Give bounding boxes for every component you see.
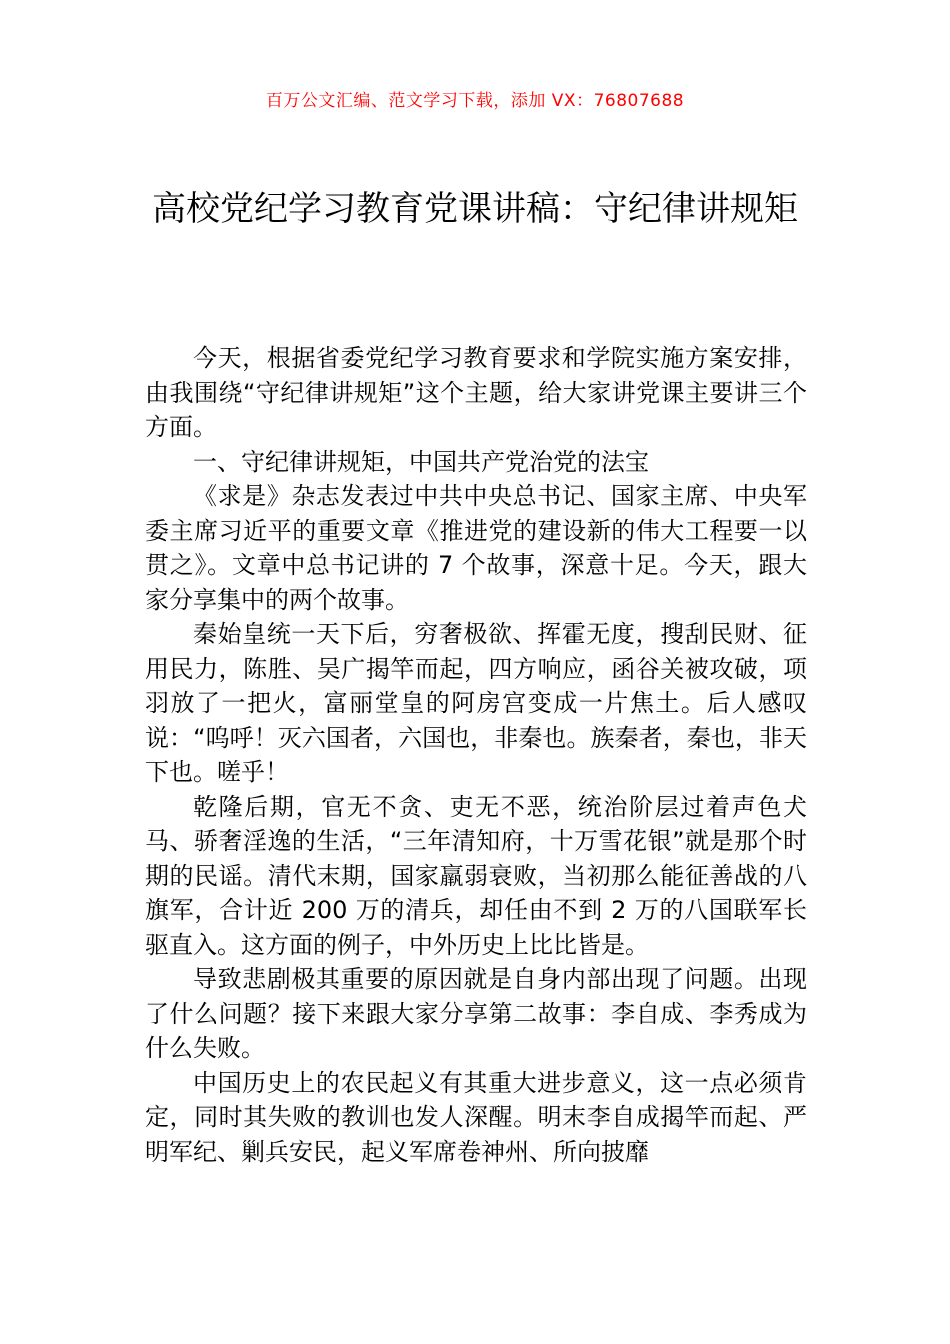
header-note: 百万公文汇编、范文学习下载，添加 VX：76807688: [265, 91, 685, 111]
paragraph-qianlong: 乾隆后期，官无不贪、吏无不恶，统治阶层过着声色犬马、骄奢淫逸的生活，“三年清知府，十万雪花银”就是那个时期的民谣。清代末期，国家羸弱衰败，当初那么能征善战的八旗军，合计近 200 万的清兵，却任由不到 2 万的八国联军长驱直入。这方面的例子，中外历史上比比皆是。: [145, 792, 807, 959]
paragraph-intro: 今天，根据省委党纪学习教育要求和学院实施方案安排，由我围绕“守纪律讲规矩”这个主题，给大家讲党课主要讲三个方面。: [145, 344, 807, 441]
document-body: [145, 341, 807, 1169]
paragraph-qin: 秦始皇统一天下后，穷奢极欲、挥霍无度，搜刮民财、征用民力，陈胜、吴广揭竿而起，四方响应，函谷关被攻破，项羽放了一把火，富丽堂皇的阿房宫变成一片焦土。后人感叹说：“呜呼！灭六国者，六国也，非秦也。族秦者，秦也，非天下也。嗟乎！: [145, 620, 807, 786]
page-title: 高校党纪学习教育党课讲稿：守纪律讲规矩: [152, 189, 798, 229]
paragraph-qiushi: 《求是》杂志发表过中共中央总书记、国家主席、中央军委主席习近平的重要文章《推进党的建设新的伟大工程要一以贯之》。文章中总书记讲的 7 个故事，深意十足。今天，跟大家分享集中的两个故事。: [145, 482, 807, 614]
paragraph-peasant: 中国历史上的农民起义有其重大进步意义，这一点必须肯定，同时其失败的教训也发人深醒。明末李自成揭竿而起、严明军纪、剿兵安民，起义军席卷神州、所向披靡: [145, 1068, 807, 1166]
section-heading-1: 一、守纪律讲规矩，中国共产党治党的法宝: [193, 447, 649, 476]
paragraph-cause: 导致悲剧极其重要的原因就是自身内部出现了问题。出现了什么问题？接下来跟大家分享第二故事：李自成、李秀成为什么失败。: [145, 965, 807, 1062]
